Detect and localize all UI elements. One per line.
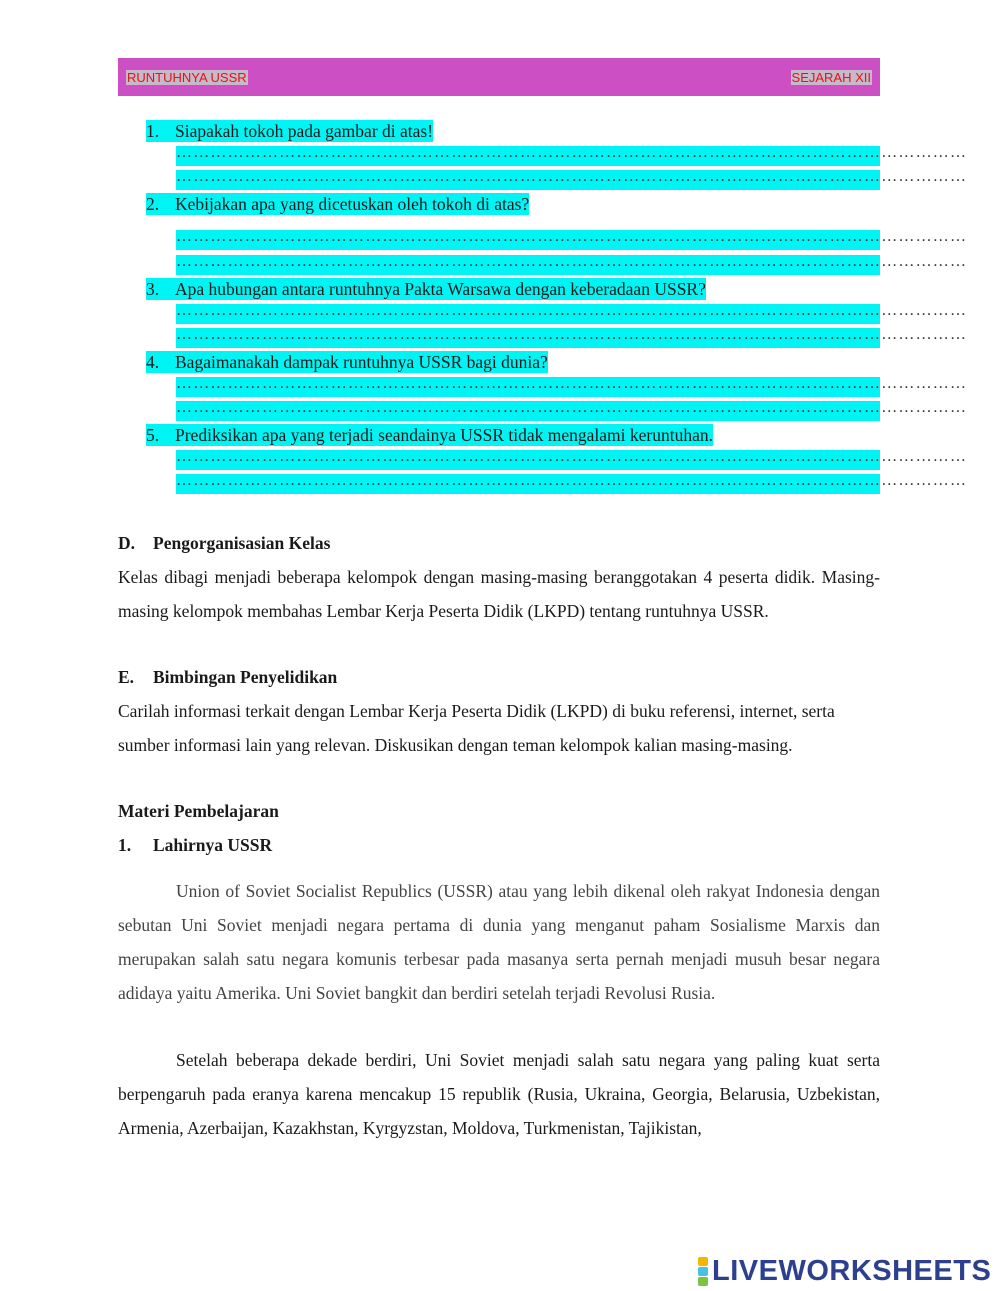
- answer-1-line-2[interactable]: [176, 168, 968, 190]
- question-4: 4. Bagaimanakah dampak runtuhnya USSR bagi dunia?: [146, 352, 548, 372]
- logo-block-3: [698, 1277, 708, 1286]
- question-5: 5. Prediksikan apa yang terjadi seandainya USSR tidak mengalami keruntuhan.: [146, 425, 713, 445]
- paragraph-lahirnya-ussr: Union of Soviet Socialist Republics (USSR) atau yang lebih dikenal oleh rakyat Indonesia dengan sebutan Uni Soviet menjadi negara pertama di dunia yang menganut paham Sosialisme Marxis dan merupakan salah satu negara komunis terbesar pada masanya serta pernah menjadi musuh besar negara adidaya yaitu Amerika. Uni Soviet bangkit dan berdiri setelah terjadi Revolusi Rusia.: [118, 881, 880, 1003]
- question-1: 1. Siapakah tokoh pada gambar di atas!: [146, 121, 434, 141]
- section-e-heading: E. Bimbingan Penyelidikan: [118, 667, 338, 687]
- answer-4-line-2-dots: …………………………………………………………………………………………………………………………: [176, 399, 968, 416]
- logo-block-2: [698, 1267, 708, 1276]
- answer-5-line-2[interactable]: [176, 472, 968, 494]
- answer-3-line-2-dots: …………………………………………………………………………………………………………………………: [176, 326, 968, 343]
- section-d-heading: D. Pengorganisasian Kelas: [118, 533, 331, 553]
- liveworksheets-logo[interactable]: [698, 1254, 991, 1288]
- answer-3-line-2[interactable]: [176, 326, 968, 348]
- header-subject: SEJARAH XII: [791, 70, 871, 85]
- answer-5-line-1[interactable]: [176, 448, 968, 470]
- header-title: RUNTUHNYA USSR: [127, 70, 247, 85]
- answer-2-line-2[interactable]: [176, 253, 968, 275]
- answer-4-line-1[interactable]: [176, 375, 968, 397]
- subsection-1-heading: 1. Lahirnya USSR: [118, 835, 273, 855]
- paragraph-uni-soviet: Setelah beberapa dekade berdiri, Uni Soviet menjadi salah satu negara yang paling kuat serta berpengaruh pada eranya karena mencakup 15 republik (Rusia, Ukraina, Georgia, Belarusia, Uzbekistan, Armenia, Azerbaijan, Kazakhstan, Kyrgyzstan, Moldova, Turkmenistan, Tajikistan,: [118, 1050, 880, 1138]
- answer-3-line-1[interactable]: [176, 302, 968, 324]
- answer-2-line-2-dots: …………………………………………………………………………………………………………………………: [176, 253, 968, 270]
- answer-5-line-2-dots: …………………………………………………………………………………………………………………………: [176, 472, 968, 489]
- question-2: 2. Kebijakan apa yang dicetuskan oleh tokoh di atas?: [146, 194, 530, 214]
- liveworksheets-icon: [698, 1257, 708, 1286]
- answer-1-line-1-dots: …………………………………………………………………………………………………………………………: [176, 144, 968, 161]
- page-header: [118, 58, 880, 96]
- answer-2-line-1-dots: …………………………………………………………………………………………………………………………: [176, 228, 968, 245]
- answer-5-line-1-dots: …………………………………………………………………………………………………………………………: [176, 448, 968, 465]
- section-d-body: Kelas dibagi menjadi beberapa kelompok dengan masing-masing beranggotakan 4 peserta didik. Masing-masing kelompok membahas Lembar Kerja Peserta Didik (LKPD) tentang runtuhnya USSR.: [118, 567, 880, 621]
- answer-1-line-2-dots: …………………………………………………………………………………………………………………………: [176, 168, 968, 185]
- section-e-body: Carilah informasi terkait dengan Lembar Kerja Peserta Didik (LKPD) di buku referensi, internet, serta sumber informasi lain yang relevan. Diskusikan dengan teman kelompok kalian masing-masing.: [118, 701, 835, 755]
- answer-1-line-1[interactable]: [176, 144, 968, 166]
- question-3: 3. Apa hubungan antara runtuhnya Pakta Warsawa dengan keberadaan USSR?: [146, 279, 706, 299]
- answer-2-line-1[interactable]: [176, 228, 968, 250]
- liveworksheets-wordmark: LIVEWORKSHEETS: [712, 1254, 992, 1287]
- materi-heading: Materi Pembelajaran: [118, 801, 279, 821]
- answer-3-line-1-dots: …………………………………………………………………………………………………………………………: [176, 302, 968, 319]
- answer-4-line-1-dots: …………………………………………………………………………………………………………………………: [176, 375, 968, 392]
- logo-block-1: [698, 1257, 708, 1266]
- answer-4-line-2[interactable]: [176, 399, 968, 421]
